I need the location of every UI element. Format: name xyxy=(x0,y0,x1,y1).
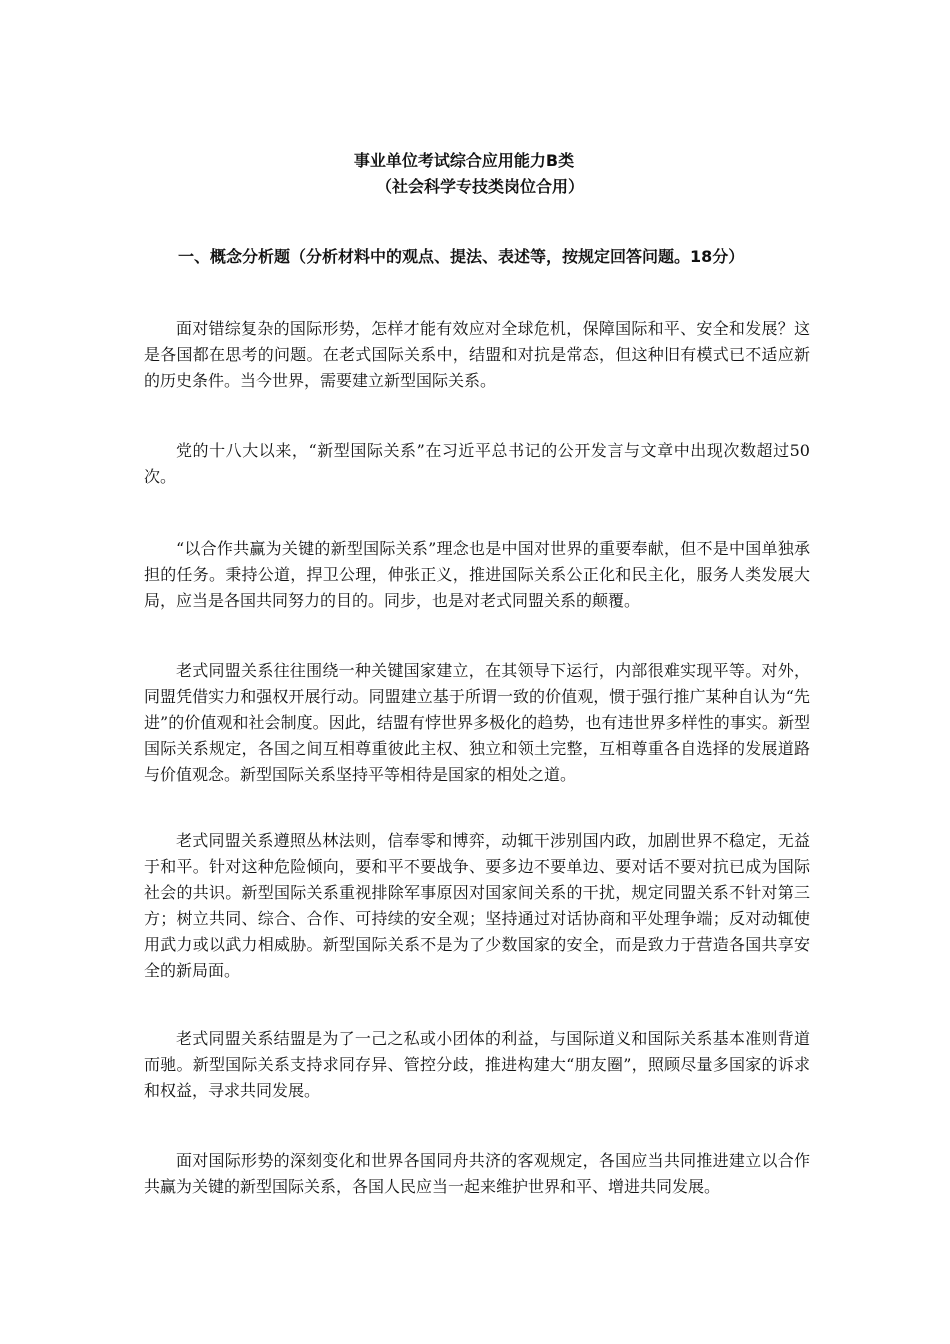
paragraph: 老式同盟关系遵照丛林法则，信奉零和博弈，动辄干涉别国内政，加剧世界不稳定，无益于和平。针对这种危险倾向，要和平不要战争、要多边不要单边、要对话不要对抗已成为国际社会的共识。新型国际关系重视排除军事原因对国家间关系的干扰，规定同盟关系不针对第三方；树立共同、综合、合作、可持续的安全观；坚持通过对话协商和平处理争端；反对动辄使用武力或以武力相威胁。新型国际关系不是为了少数国家的安全，而是致力于营造各国共享安全的新局面。 xyxy=(144,831,810,980)
title-block xyxy=(0,148,950,200)
paragraph: 老式同盟关系结盟是为了一己之私或小团体的利益，与国际道义和国际关系基本准则背道而驰。新型国际关系支持求同存异、管控分歧，推进构建大“朋友圈”，照顾尽量多国家的诉求和权益，寻求共同发展。 xyxy=(144,1029,810,1100)
section-heading: 一、概念分析题（分析材料中的观点、提法、表述等，按规定回答问题。18分） xyxy=(178,247,745,266)
paragraph: 面对错综复杂的国际形势，怎样才能有效应对全球危机，保障国际和平、安全和发展？这是各国都在思考的问题。在老式国际关系中，结盟和对抗是常态，但这种旧有模式已不适应新的历史条件。当今世界，需要建立新型国际关系。 xyxy=(144,319,810,390)
paragraph: 面对国际形势的深刻变化和世界各国同舟共济的客观规定，各国应当共同推进建立以合作共赢为关键的新型国际关系，各国人民应当一起来维护世界和平、增进共同发展。 xyxy=(144,1151,810,1196)
paragraph: “以合作共赢为关键的新型国际关系”理念也是中国对世界的重要奉献，但不是中国单独承担的任务。秉持公道，捍卫公理，伸张正义，推进国际关系公正化和民主化，服务人类发展大局，应当是各国共同努力的目的。同步，也是对老式同盟关系的颠覆。 xyxy=(144,539,810,610)
document-subtitle: （社会科学专技类岗位合用） xyxy=(375,177,584,196)
paragraph: 老式同盟关系往往围绕一种关键国家建立，在其领导下运行，内部很难实现平等。对外，同盟凭借实力和强权开展行动。同盟建立基于所谓一致的价值观，惯于强行推广某种自认为“先进”的价值观和社会制度。因此，结盟有悖世界多极化的趋势，也有违世界多样性的事实。新型国际关系规定，各国之间互相尊重彼此主权、独立和领土完整，互相尊重各自选择的发展道路与价值观念。新型国际关系坚持平等相待是国家的相处之道。 xyxy=(144,661,810,784)
paragraph: 党的十八大以来，“新型国际关系”在习近平总书记的公开发言与文章中出现次数超过50次。 xyxy=(144,441,810,486)
document-title: 事业单位考试综合应用能力B类 xyxy=(353,151,575,170)
